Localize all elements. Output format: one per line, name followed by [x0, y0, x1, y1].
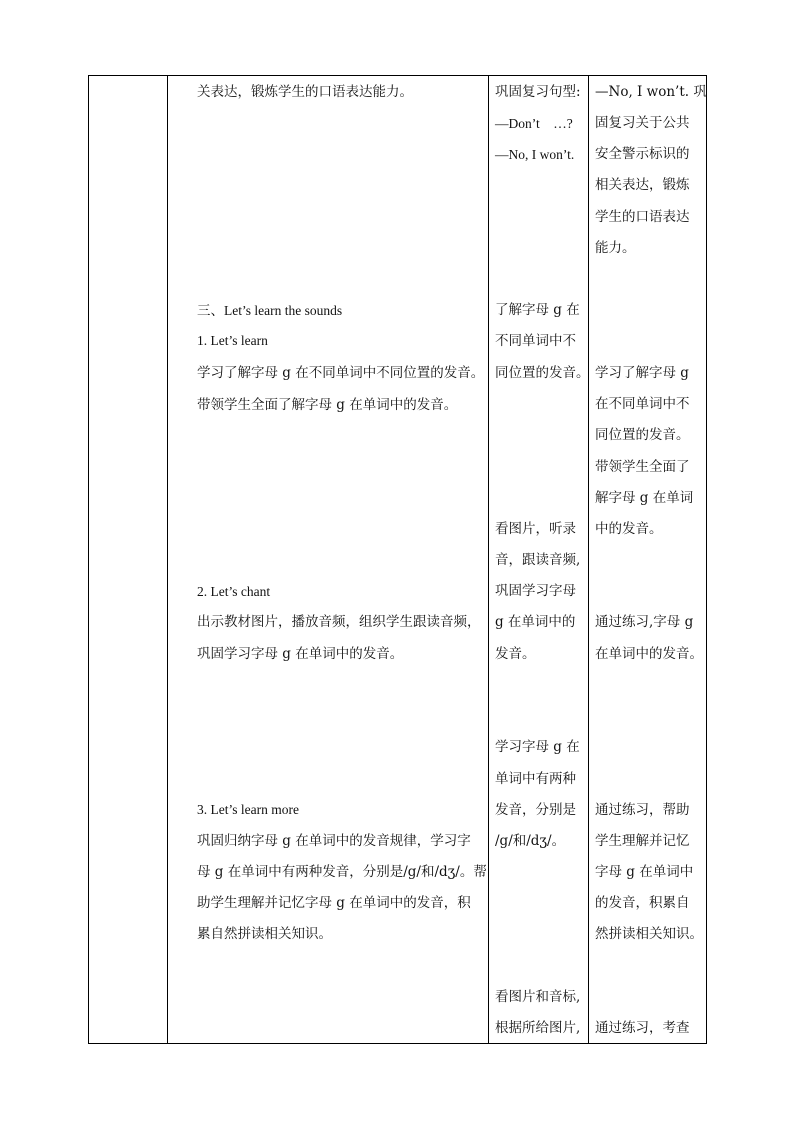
intent-line: 通过练习,字母 g	[595, 614, 694, 630]
intent-line: 同位置的发音。	[595, 427, 690, 443]
activity-line: 不同单词中不	[495, 333, 576, 349]
activity-line: 看图片和音标,	[495, 989, 581, 1005]
column-divider-2	[488, 75, 489, 1044]
activity-line: 巩固复习句型:	[495, 84, 581, 100]
activity-line: 学习字母 g 在	[495, 739, 580, 755]
activity-line: /g/和/dʒ/。	[495, 833, 566, 849]
intent-line: 能力。	[595, 240, 636, 256]
activity-line: —Don’t …?	[495, 116, 573, 131]
intent-line: 学习了解字母 g	[595, 365, 689, 381]
intent-line: 通过练习，考查	[595, 1020, 690, 1036]
intent-line: 带领学生全面了	[595, 459, 690, 475]
intent-line: 解字母 g 在单词	[595, 490, 694, 506]
intent-line: 学生的口语表达	[595, 209, 690, 225]
process-line: 巩固归纳字母 g 在单词中的发音规律，学习字	[197, 833, 471, 849]
process-line: 关表达，锻炼学生的口语表达能力。	[197, 84, 413, 100]
activity-line: 发音。	[495, 646, 536, 662]
intent-line: —No, I won’t. 巩	[595, 84, 707, 100]
activity-line: 同位置的发音。	[495, 365, 590, 381]
process-line: 巩固学习字母 g 在单词中的发音。	[197, 646, 404, 662]
table-border-left	[88, 75, 89, 1044]
process-line: 学习了解字母 g 在不同单词中不同位置的发音。	[197, 365, 485, 381]
process-line: 助学生理解并记忆字母 g 在单词中的发音，积	[197, 895, 471, 911]
activity-line: 巩固学习字母	[495, 583, 576, 599]
intent-line: 安全警示标识的	[595, 146, 690, 162]
intent-line: 字母 g 在单词中	[595, 864, 694, 880]
step-heading: 2. Let’s chant	[197, 584, 271, 599]
activity-line: 看图片，听录	[495, 521, 576, 537]
intent-line: 然拼读相关知识。	[595, 926, 703, 942]
intent-line: 固复习关于公共	[595, 115, 690, 131]
intent-line: 在单词中的发音。	[595, 646, 703, 662]
process-line: 出示教材图片，播放音频，组织学生跟读音频，	[197, 614, 481, 630]
activity-line: g 在单词中的	[495, 614, 576, 630]
intent-line: 在不同单词中不	[595, 396, 690, 412]
table-border-top	[88, 75, 707, 76]
activity-line: 了解字母 g 在	[495, 302, 580, 318]
intent-line: 的发音，积累自	[595, 895, 690, 911]
process-line: 带领学生全面了解字母 g 在单词中的发音。	[197, 397, 458, 413]
activity-line: 单词中有两种	[495, 771, 576, 787]
section-heading: 三、Let’s learn the sounds	[197, 303, 343, 318]
intent-line: 相关表达，锻炼	[595, 177, 690, 193]
process-line: 母 g 在单词中有两种发音，分别是/g/和/dʒ/。帮	[197, 864, 487, 880]
column-divider-1	[167, 75, 168, 1044]
step-heading: 3. Let’s learn more	[197, 802, 299, 817]
column-divider-3	[588, 75, 589, 1044]
activity-line: —No, I won’t.	[495, 147, 575, 162]
process-line: 累自然拼读相关知识。	[197, 926, 332, 942]
activity-line: 音，跟读音频,	[495, 552, 581, 568]
activity-line: 根据所给图片,	[495, 1020, 581, 1036]
step-heading: 1. Let’s learn	[197, 333, 268, 348]
activity-line: 发音，分别是	[495, 802, 576, 818]
table-border-right	[706, 75, 707, 1044]
intent-line: 通过练习，帮助	[595, 802, 690, 818]
intent-line: 学生理解并记忆	[595, 833, 690, 849]
intent-line: 中的发音。	[595, 521, 663, 537]
